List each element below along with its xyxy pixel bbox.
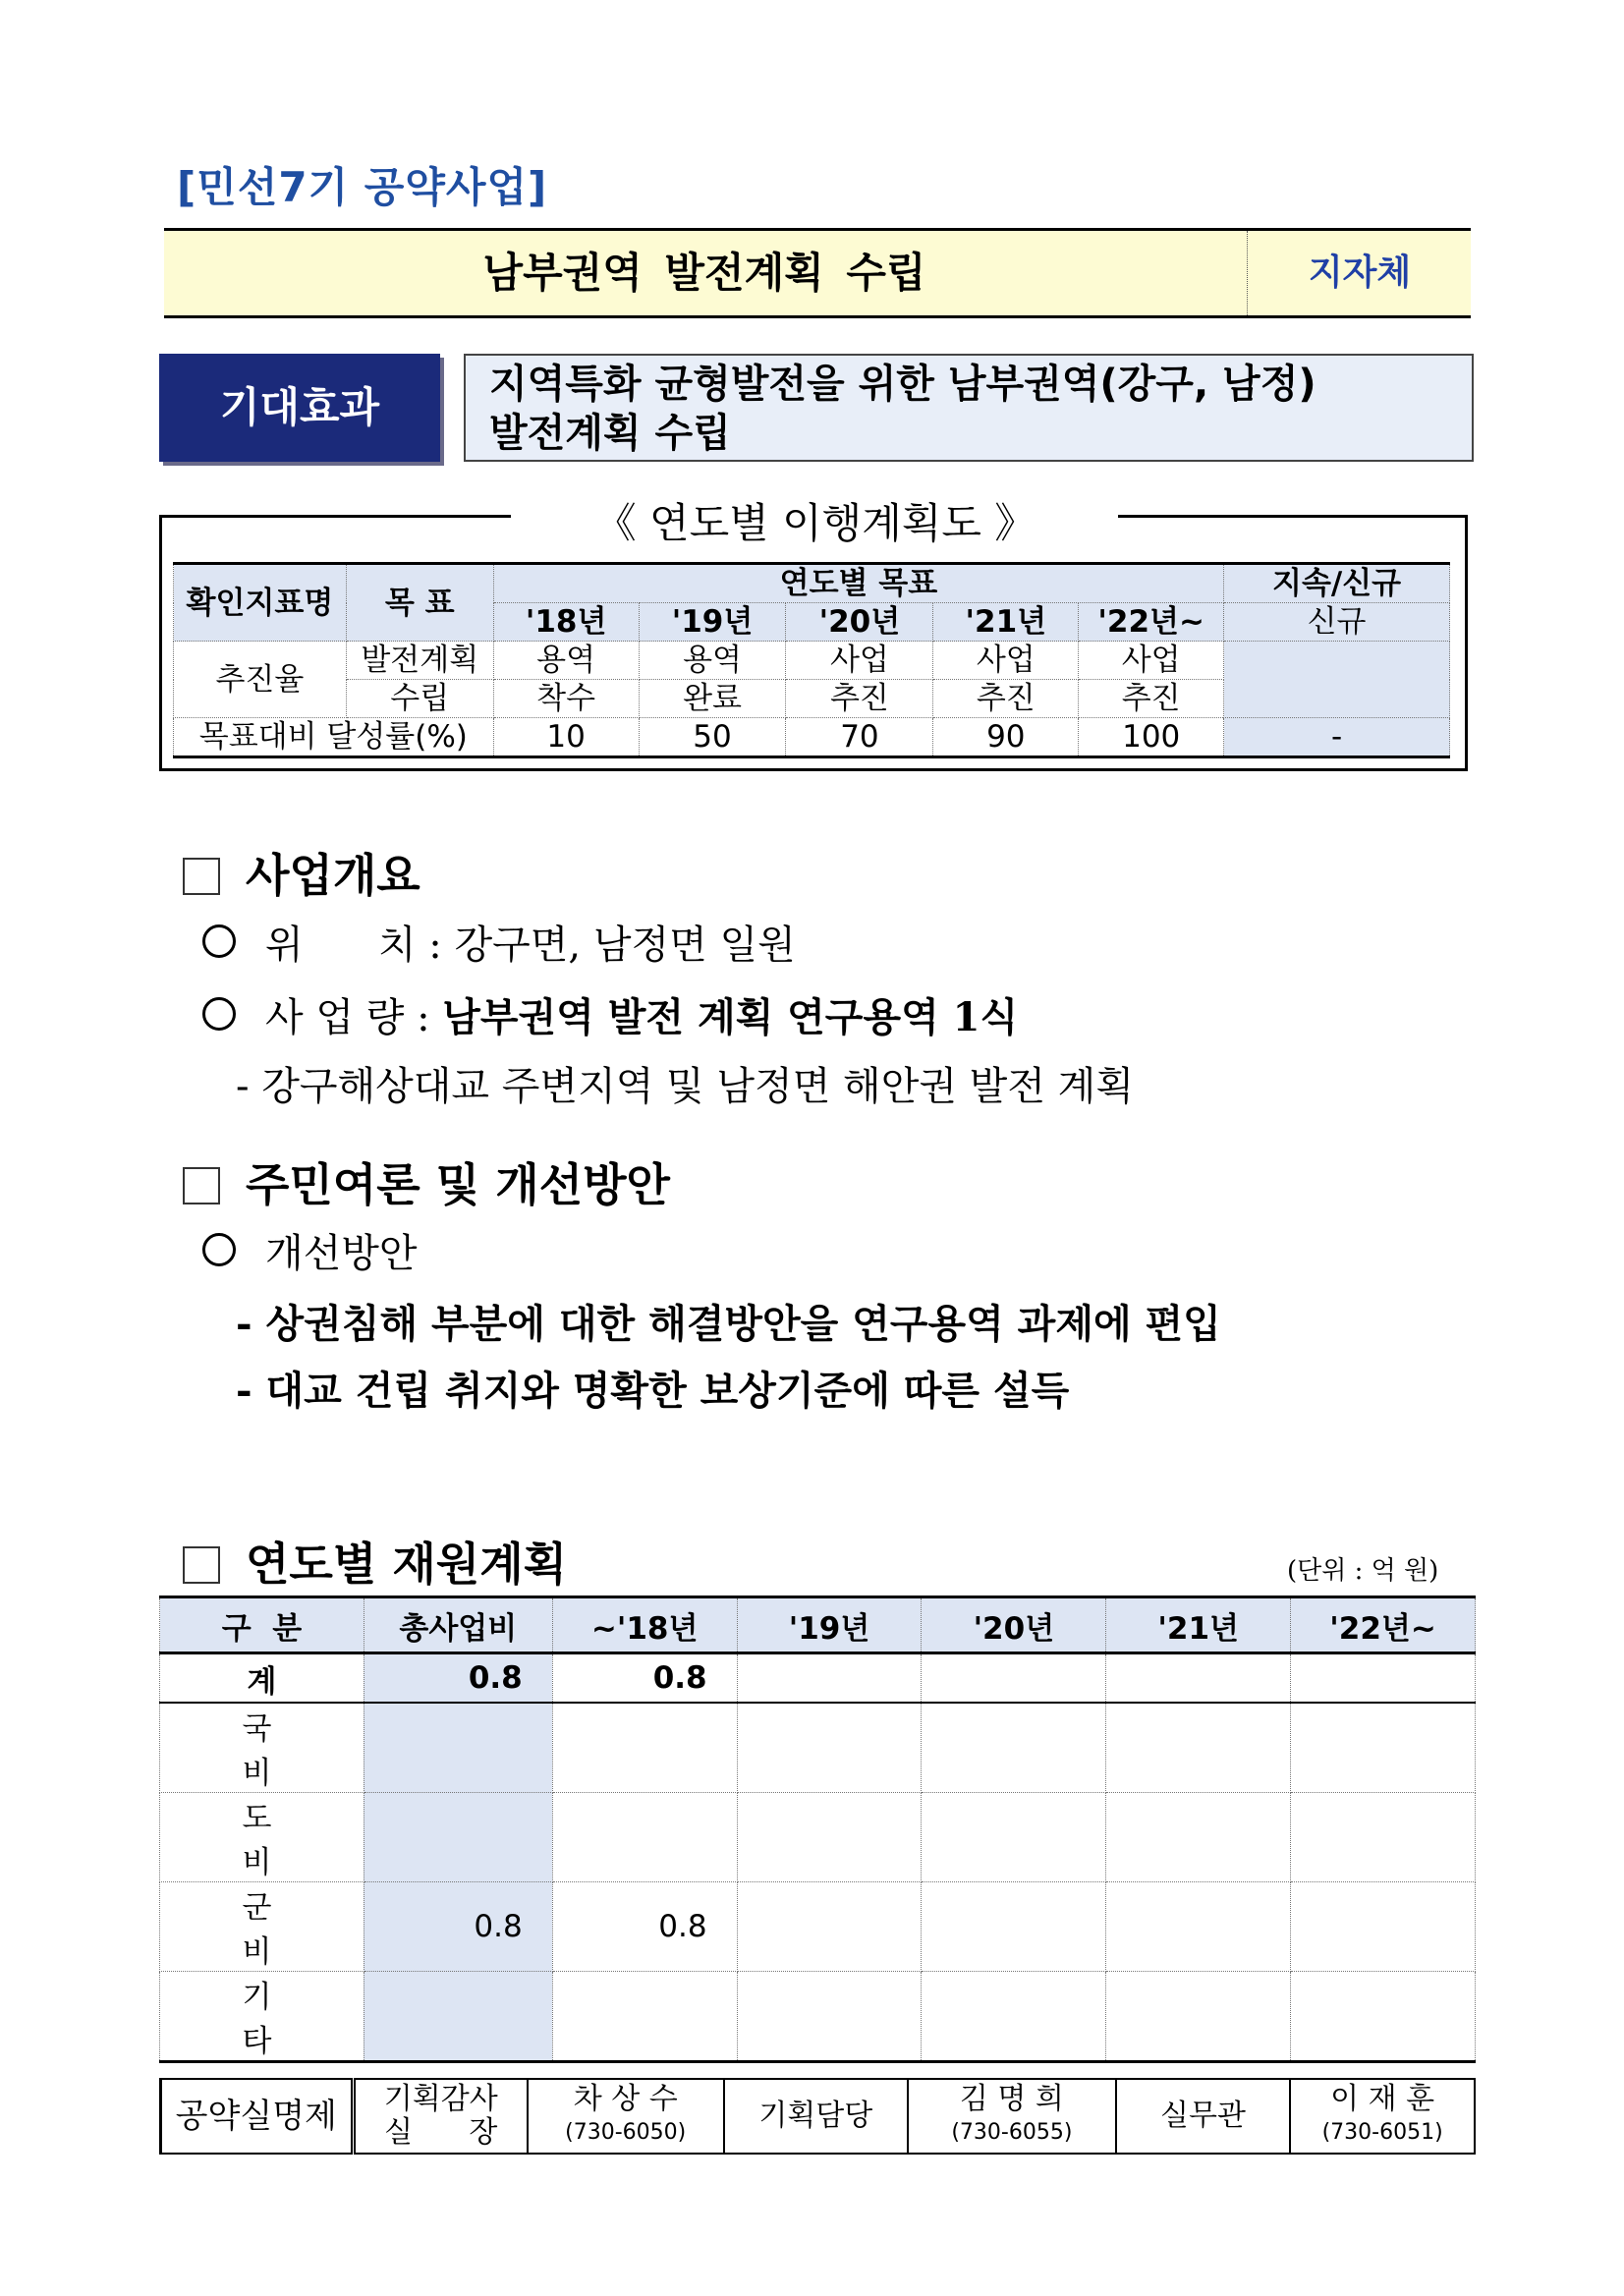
finance-col-20: '20년 — [922, 1597, 1106, 1653]
plan-year-18: '18년 — [493, 603, 639, 642]
finance-row-label: 국 비 — [160, 1703, 364, 1793]
project-tag: [민선7기 공약사업] — [177, 163, 548, 211]
opinion-item — [202, 1222, 418, 1278]
finance-col-22: '22년~ — [1291, 1597, 1476, 1653]
effect-text — [464, 354, 1474, 462]
person-1-tel: (730-6050) — [565, 2120, 687, 2145]
person-3 — [1290, 2079, 1475, 2154]
finance-cell — [1106, 1703, 1291, 1793]
finance-cell — [1291, 1882, 1476, 1972]
finance-row-18-value — [552, 1793, 737, 1882]
plan-header-yearly: 연도별 목표 — [493, 564, 1223, 603]
finance-col-21: '21년 — [1106, 1597, 1291, 1653]
effect-line-2: 발전계획 수립 — [489, 411, 731, 456]
person-2 — [908, 2079, 1116, 2154]
finance-col-19: '19년 — [737, 1597, 922, 1653]
finance-cell — [1106, 1972, 1291, 2062]
finance-col-total: 총사업비 — [364, 1597, 552, 1653]
plan-rate-18: 10 — [493, 718, 639, 757]
plan-cell-20-l2: 추진 — [786, 680, 933, 718]
finance-row-18-value: 0.8 — [552, 1882, 737, 1972]
quantity-value: 남부권역 발전 계획 연구용역 1식 — [442, 994, 1019, 1040]
finance-row-other — [160, 1972, 1476, 2062]
accountability-table — [159, 2078, 1476, 2155]
finance-cell — [922, 1703, 1106, 1793]
role-1 — [353, 2079, 528, 2154]
finance-row-county — [160, 1882, 1476, 1972]
finance-row-label: 군 비 — [160, 1882, 364, 1972]
finance-row-18-value — [552, 1972, 737, 2062]
plan-status-empty — [1224, 642, 1450, 718]
plan-year-19: '19년 — [639, 603, 786, 642]
page-title: 남부권역 발전계획 수립 — [482, 249, 926, 297]
finance-cell — [737, 1703, 922, 1793]
title-bar — [164, 228, 1471, 318]
location-label: 위 치 : — [265, 923, 442, 968]
plan-goal-l1: 발전계획 — [346, 642, 493, 680]
finance-cell — [737, 1972, 922, 2062]
plan-cell-21-l1: 사업 — [933, 642, 1079, 680]
checkbox-square-icon — [183, 858, 220, 895]
checkbox-square-icon — [183, 1546, 220, 1584]
plan-cell-21-l2: 추진 — [933, 680, 1079, 718]
finance-col-category: 구 분 — [160, 1597, 364, 1653]
plan-cell-18-l1: 용역 — [493, 642, 639, 680]
plan-year-20: '20년 — [786, 603, 933, 642]
finance-cell — [1291, 1793, 1476, 1882]
finance-heading — [183, 1529, 567, 1594]
plan-rate-20: 70 — [786, 718, 933, 757]
finance-cell — [737, 1653, 922, 1704]
plan-rate-22: 100 — [1079, 718, 1224, 757]
plan-status-value: 신규 — [1224, 603, 1450, 642]
finance-table — [159, 1596, 1476, 2063]
plan-rate-19: 50 — [639, 718, 786, 757]
finance-header-row — [160, 1597, 1476, 1653]
plan-rate-label: 목표대비 달성률(%) — [174, 718, 494, 757]
role-1-line-2: 실 장 — [384, 2115, 498, 2150]
finance-cell — [737, 1882, 922, 1972]
opinion-item-text: 개선방안 — [265, 1231, 418, 1276]
finance-row-total-value: 0.8 — [364, 1882, 552, 1972]
finance-row-label: 기 타 — [160, 1972, 364, 2062]
finance-row-total-value — [364, 1703, 552, 1793]
person-3-name: 이 재 훈 — [1330, 2082, 1435, 2116]
finance-row-18-value: 0.8 — [552, 1653, 737, 1704]
plan-cell-19-l2: 완료 — [639, 680, 786, 718]
plan-rate-status: - — [1224, 718, 1450, 757]
finance-cell — [922, 1882, 1106, 1972]
overview-quantity — [202, 986, 1018, 1042]
finance-row-18-value — [552, 1703, 737, 1793]
overview-heading — [183, 840, 420, 905]
opinion-line-2: - 대교 건립 취지와 명확한 보상기준에 따른 설득 — [236, 1368, 1070, 1414]
plan-cell-18-l2: 착수 — [493, 680, 639, 718]
plan-cell-22-l1: 사업 — [1079, 642, 1224, 680]
plan-title: 《 연도별 이행계획도 》 — [594, 499, 1036, 547]
plan-cell-20-l1: 사업 — [786, 642, 933, 680]
plan-year-22: '22년~ — [1079, 603, 1224, 642]
finance-row-total-value — [364, 1972, 552, 2062]
finance-cell — [1291, 1972, 1476, 2062]
plan-indicator-name: 추진율 — [174, 642, 347, 718]
plan-header-goal: 목 표 — [346, 564, 493, 642]
finance-cell — [1106, 1653, 1291, 1704]
plan-header-indicator: 확인지표명 — [174, 564, 347, 642]
finance-row-label: 계 — [160, 1653, 364, 1704]
finance-unit: (단위 : 억 원) — [1287, 1556, 1439, 1586]
person-1-name: 차 상 수 — [573, 2082, 678, 2116]
quantity-label: 사 업 량 : — [265, 995, 430, 1040]
plan-year-21: '21년 — [933, 603, 1079, 642]
plan-goal-l2: 수립 — [346, 680, 493, 718]
person-2-tel: (730-6055) — [951, 2120, 1073, 2145]
opinion-heading — [183, 1149, 670, 1214]
circle-bullet-icon — [202, 924, 236, 958]
plan-table — [173, 562, 1450, 758]
plan-cell-22-l2: 추진 — [1079, 680, 1224, 718]
finance-cell — [1291, 1703, 1476, 1793]
location-value: 강구면, 남정면 일원 — [454, 923, 796, 968]
circle-bullet-icon — [202, 997, 236, 1031]
finance-cell — [922, 1653, 1106, 1704]
opinion-heading-text: 주민여론 및 개선방안 — [246, 1158, 670, 1211]
title-divider — [1247, 231, 1248, 315]
finance-row-province — [160, 1793, 1476, 1882]
quantity-detail: - 강구해상대교 주변지역 및 남정면 해안권 발전 계획 — [236, 1064, 1134, 1109]
finance-row-total-value — [364, 1793, 552, 1882]
person-3-tel: (730-6051) — [1321, 2120, 1443, 2145]
checkbox-square-icon — [183, 1167, 220, 1204]
role-3: 실무관 — [1116, 2079, 1291, 2154]
plan-rate-21: 90 — [933, 718, 1079, 757]
circle-bullet-icon — [202, 1233, 236, 1266]
plan-cell-19-l1: 용역 — [639, 642, 786, 680]
finance-cell — [922, 1972, 1106, 2062]
finance-cell — [1106, 1882, 1291, 1972]
finance-row-national — [160, 1703, 1476, 1793]
overview-heading-text: 사업개요 — [246, 849, 420, 902]
finance-cell — [1291, 1653, 1476, 1704]
effect-label: 기대효과 — [159, 354, 440, 462]
accountability-label: 공약실명제 — [161, 2079, 354, 2154]
finance-cell — [922, 1793, 1106, 1882]
person-2-name: 김 명 희 — [959, 2082, 1064, 2116]
finance-heading-text: 연도별 재원계획 — [246, 1538, 568, 1591]
role-1-line-1: 기획감사 — [383, 2082, 498, 2116]
opinion-line-1: - 상권침해 부분에 대한 해결방안을 연구용역 과제에 편입 — [236, 1301, 1221, 1347]
effect-line-1: 지역특화 균형발전을 위한 남부권역(강구, 남정) — [489, 362, 1316, 407]
finance-row-total — [160, 1653, 1476, 1704]
overview-location — [202, 914, 796, 970]
finance-row-total-value: 0.8 — [364, 1653, 552, 1704]
plan-header-status: 지속/신규 — [1224, 564, 1450, 603]
finance-col-18: ~'18년 — [552, 1597, 737, 1653]
role-2: 기획담당 — [724, 2079, 909, 2154]
finance-cell — [737, 1793, 922, 1882]
finance-row-label: 도 비 — [160, 1793, 364, 1882]
finance-cell — [1106, 1793, 1291, 1882]
person-1 — [528, 2079, 724, 2154]
owner-label: 지자체 — [1308, 252, 1412, 293]
